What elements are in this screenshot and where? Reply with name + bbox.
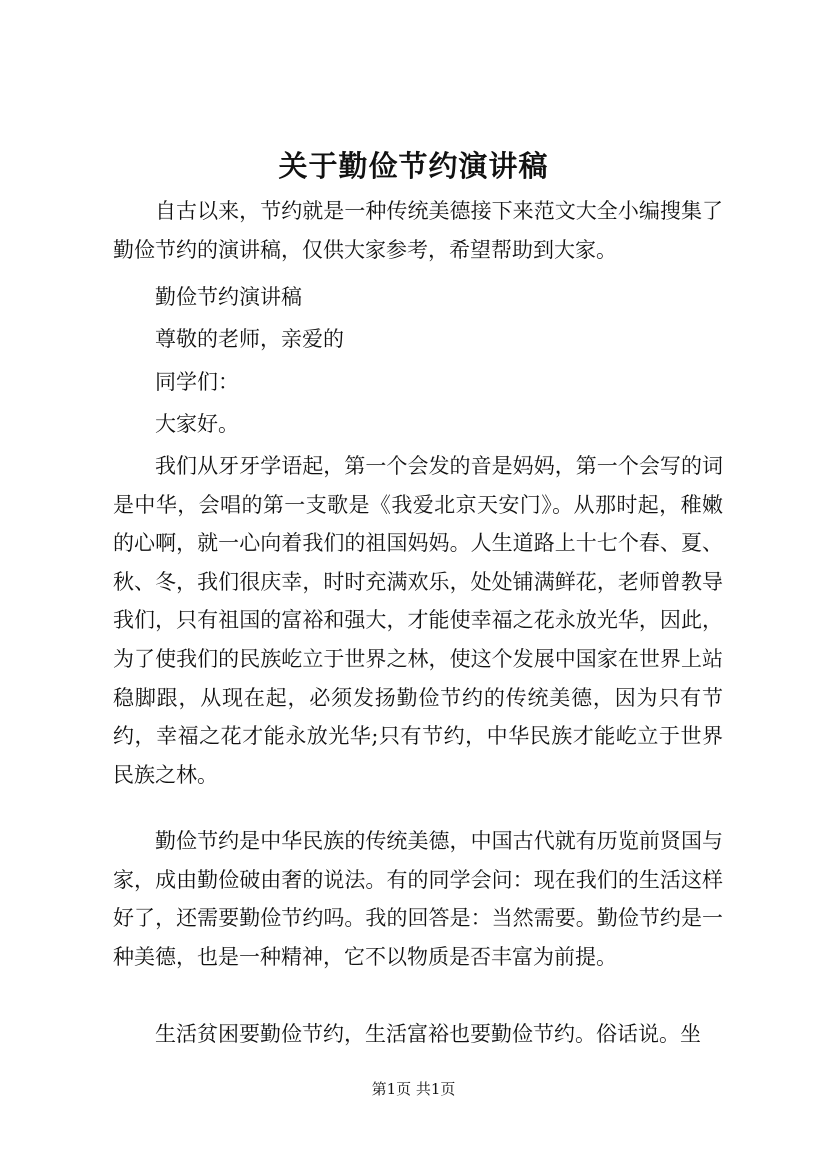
- page-footer: 第1页 共1页: [371, 1080, 456, 1098]
- paragraph-speech-heading: 勤俭节约演讲稿: [155, 285, 302, 309]
- document-title: 关于勤俭节约演讲稿: [278, 149, 549, 183]
- paragraph-salutation: 尊敬的老师，亲爱的: [155, 327, 344, 351]
- paragraph-greeting: 大家好。: [155, 412, 239, 436]
- paragraph-body-3: 生活贫困要勤俭节约，生活富裕也要勤俭节约。俗话说。坐: [155, 1022, 701, 1046]
- paragraph-body-2: 勤俭节约是中华民族的传统美德，中国古代就有历览前贤国与家，成由勤俭破由奢的说法。有的同学会问：现在我们的生活这样好了，还需要勤俭节约吗。我的回答是：当然需要。勤俭节约是一种美德，也是一种精神，它不以物质是否丰富为前提。: [113, 829, 723, 969]
- paragraph-salutation-cont: 同学们：: [155, 370, 239, 394]
- paragraph-intro: 自古以来，节约就是一种传统美德接下来范文大全小编搜集了勤俭节约的演讲稿，仅供大家参考，希望帮助到大家。: [113, 199, 723, 262]
- paragraph-body-1: 我们从牙牙学语起，第一个会发的音是妈妈，第一个会写的词是中华，会唱的第一支歌是《我爱北京天安门》。从那时起，稚嫩的心啊，就一心向着我们的祖国妈妈。人生道路上十七个春、夏、秋、冬，我们很庆幸，时时充满欢乐，处处铺满鲜花，老师曾教导我们，只有祖国的富裕和强大，才能使幸福之花永放光华，因此，为了使我们的民族屹立于世界之林，使这个发展中国家在世界上站稳脚跟，从现在起，必须发扬勤俭节约的传统美德，因为只有节约，幸福之花才能永放光华;只有节约，中华民族才能屹立于世界民族之林。: [113, 454, 723, 787]
